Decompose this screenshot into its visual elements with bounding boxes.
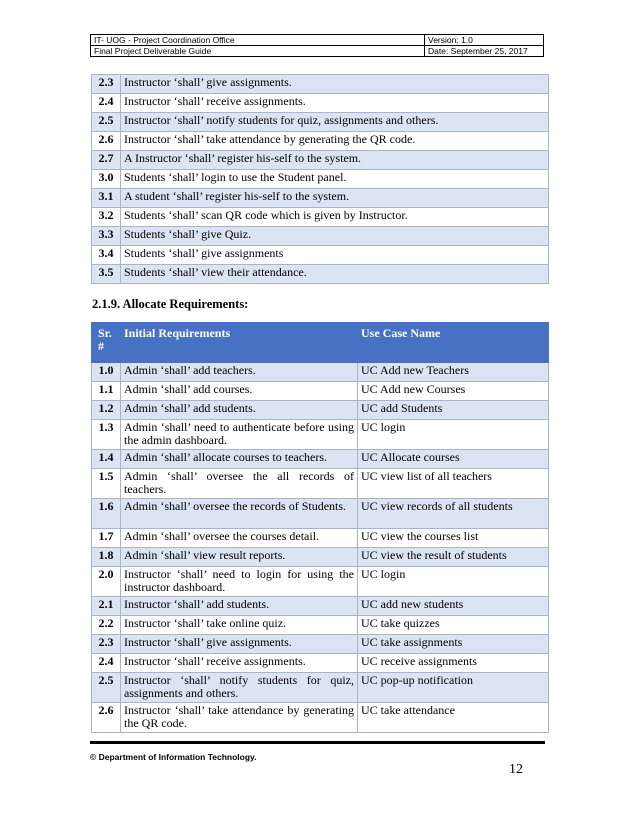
row-text: Students ‘shall’ login to use the Student panel. [121, 170, 549, 189]
row-use-case: UC Add new Teachers [358, 363, 549, 382]
row-use-case: UC login [358, 567, 549, 597]
row-number: 2.3 [92, 635, 121, 654]
row-requirement: Instructor ‘shall’ take attendance by generating the QR code. [121, 703, 358, 733]
table-row [92, 469, 549, 499]
table-row [92, 75, 549, 94]
row-number: 1.8 [92, 548, 121, 567]
row-requirement: Admin ‘shall’ oversee the all records of teachers. [121, 469, 358, 499]
row-use-case: UC add Students [358, 401, 549, 420]
row-requirement: Instructor ‘shall’ give assignments. [121, 635, 358, 654]
table-row [92, 654, 549, 673]
header-sr-no: Sr. # [92, 323, 121, 363]
row-number: 2.7 [92, 151, 121, 170]
row-text: Students ‘shall’ give Quiz. [121, 227, 549, 246]
header-guide: Final Project Deliverable Guide [91, 46, 425, 57]
row-requirement: Instructor ‘shall’ notify students for quiz, assignments and others. [121, 673, 358, 703]
row-number: 3.0 [92, 170, 121, 189]
row-text: Instructor ‘shall’ receive assignments. [121, 94, 549, 113]
row-text: Students ‘shall’ view their attendance. [121, 265, 549, 284]
row-number: 2.5 [92, 113, 121, 132]
row-number: 1.3 [92, 420, 121, 450]
row-number: 3.1 [92, 189, 121, 208]
table-row [92, 703, 549, 733]
row-use-case: UC take quizzes [358, 616, 549, 635]
row-number: 1.6 [92, 499, 121, 529]
row-use-case: UC take attendance [358, 703, 549, 733]
row-number: 3.3 [92, 227, 121, 246]
footer-divider [90, 741, 545, 744]
row-number: 2.3 [92, 75, 121, 94]
header-initial-requirements: Initial Requirements [121, 323, 358, 363]
row-number: 2.4 [92, 654, 121, 673]
row-requirement: Admin ‘shall’ oversee the records of Students. [121, 499, 358, 529]
row-number: 2.5 [92, 673, 121, 703]
header-version: Version: 1.0 [425, 35, 544, 46]
row-number: 2.6 [92, 132, 121, 151]
row-use-case: UC pop-up notification [358, 673, 549, 703]
table-row [92, 265, 549, 284]
row-text: Instructor ‘shall’ take attendance by generating the QR code. [121, 132, 549, 151]
table-row [92, 189, 549, 208]
row-use-case: UC take assignments [358, 635, 549, 654]
row-requirement: Instructor ‘shall’ receive assignments. [121, 654, 358, 673]
requirements-table-continued [91, 74, 549, 284]
table-row [92, 151, 549, 170]
table-row [92, 450, 549, 469]
table-row [92, 548, 549, 567]
row-text: Students ‘shall’ scan QR code which is given by Instructor. [121, 208, 549, 227]
page-number: 12 [509, 762, 523, 777]
row-number: 1.5 [92, 469, 121, 499]
row-number: 2.2 [92, 616, 121, 635]
table-header-row [92, 323, 549, 363]
row-requirement: Admin ‘shall’ view result reports. [121, 548, 358, 567]
row-use-case: UC view list of all teachers [358, 469, 549, 499]
section-title: 2.1.9. Allocate Requirements: [92, 297, 249, 311]
row-requirement: Admin ‘shall’ need to authenticate before using the admin dashboard. [121, 420, 358, 450]
table-row [92, 635, 549, 654]
row-text: A Instructor ‘shall’ register his-self to the system. [121, 151, 549, 170]
row-number: 2.4 [92, 94, 121, 113]
row-text: Instructor ‘shall’ give assignments. [121, 75, 549, 94]
row-use-case: UC view the result of students [358, 548, 549, 567]
table-row [92, 597, 549, 616]
table-row [92, 363, 549, 382]
table-row [92, 113, 549, 132]
table-row [92, 499, 549, 529]
row-number: 2.1 [92, 597, 121, 616]
header-use-case-name: Use Case Name [358, 323, 549, 363]
footer-copyright: © Department of Information Technology. [90, 752, 257, 762]
row-use-case: UC view the courses list [358, 529, 549, 548]
row-requirement: Instructor ‘shall’ take online quiz. [121, 616, 358, 635]
table-row [92, 94, 549, 113]
row-text: Students ‘shall’ give assignments [121, 246, 549, 265]
table-row [92, 567, 549, 597]
row-text: Instructor ‘shall’ notify students for quiz, assignments and others. [121, 113, 549, 132]
table-row [92, 673, 549, 703]
header-date: Date: September 25, 2017 [425, 46, 544, 57]
row-number: 2.6 [92, 703, 121, 733]
row-number: 1.1 [92, 382, 121, 401]
row-number: 1.2 [92, 401, 121, 420]
row-number: 1.4 [92, 450, 121, 469]
row-use-case: UC receive assignments [358, 654, 549, 673]
row-use-case: UC Add new Courses [358, 382, 549, 401]
row-number: 3.4 [92, 246, 121, 265]
row-number: 2.0 [92, 567, 121, 597]
table-row [92, 170, 549, 189]
row-use-case: UC add new students [358, 597, 549, 616]
row-number: 3.5 [92, 265, 121, 284]
table-row [92, 227, 549, 246]
row-requirement: Instructor ‘shall’ need to login for using the instructor dashboard. [121, 567, 358, 597]
row-use-case: UC view records of all students [358, 499, 549, 529]
document-header [90, 34, 544, 57]
row-use-case: UC Allocate courses [358, 450, 549, 469]
row-number: 1.7 [92, 529, 121, 548]
row-requirement: Admin ‘shall’ add courses. [121, 382, 358, 401]
row-number: 3.2 [92, 208, 121, 227]
table-row [92, 529, 549, 548]
row-requirement: Instructor ‘shall’ add students. [121, 597, 358, 616]
table-row [92, 208, 549, 227]
table-row [92, 246, 549, 265]
table-row [92, 616, 549, 635]
row-requirement: Admin ‘shall’ allocate courses to teachers. [121, 450, 358, 469]
allocate-requirements-table [91, 322, 549, 733]
row-requirement: Admin ‘shall’ add teachers. [121, 363, 358, 382]
table-row [92, 420, 549, 450]
row-requirement: Admin ‘shall’ add students. [121, 401, 358, 420]
row-text: A student ‘shall’ register his-self to the system. [121, 189, 549, 208]
row-number: 1.0 [92, 363, 121, 382]
header-org: IT- UOG - Project Coordination Office [91, 35, 425, 46]
table-row [92, 132, 549, 151]
table-row [92, 401, 549, 420]
row-requirement: Admin ‘shall’ oversee the courses detail. [121, 529, 358, 548]
row-use-case: UC login [358, 420, 549, 450]
table-row [92, 382, 549, 401]
